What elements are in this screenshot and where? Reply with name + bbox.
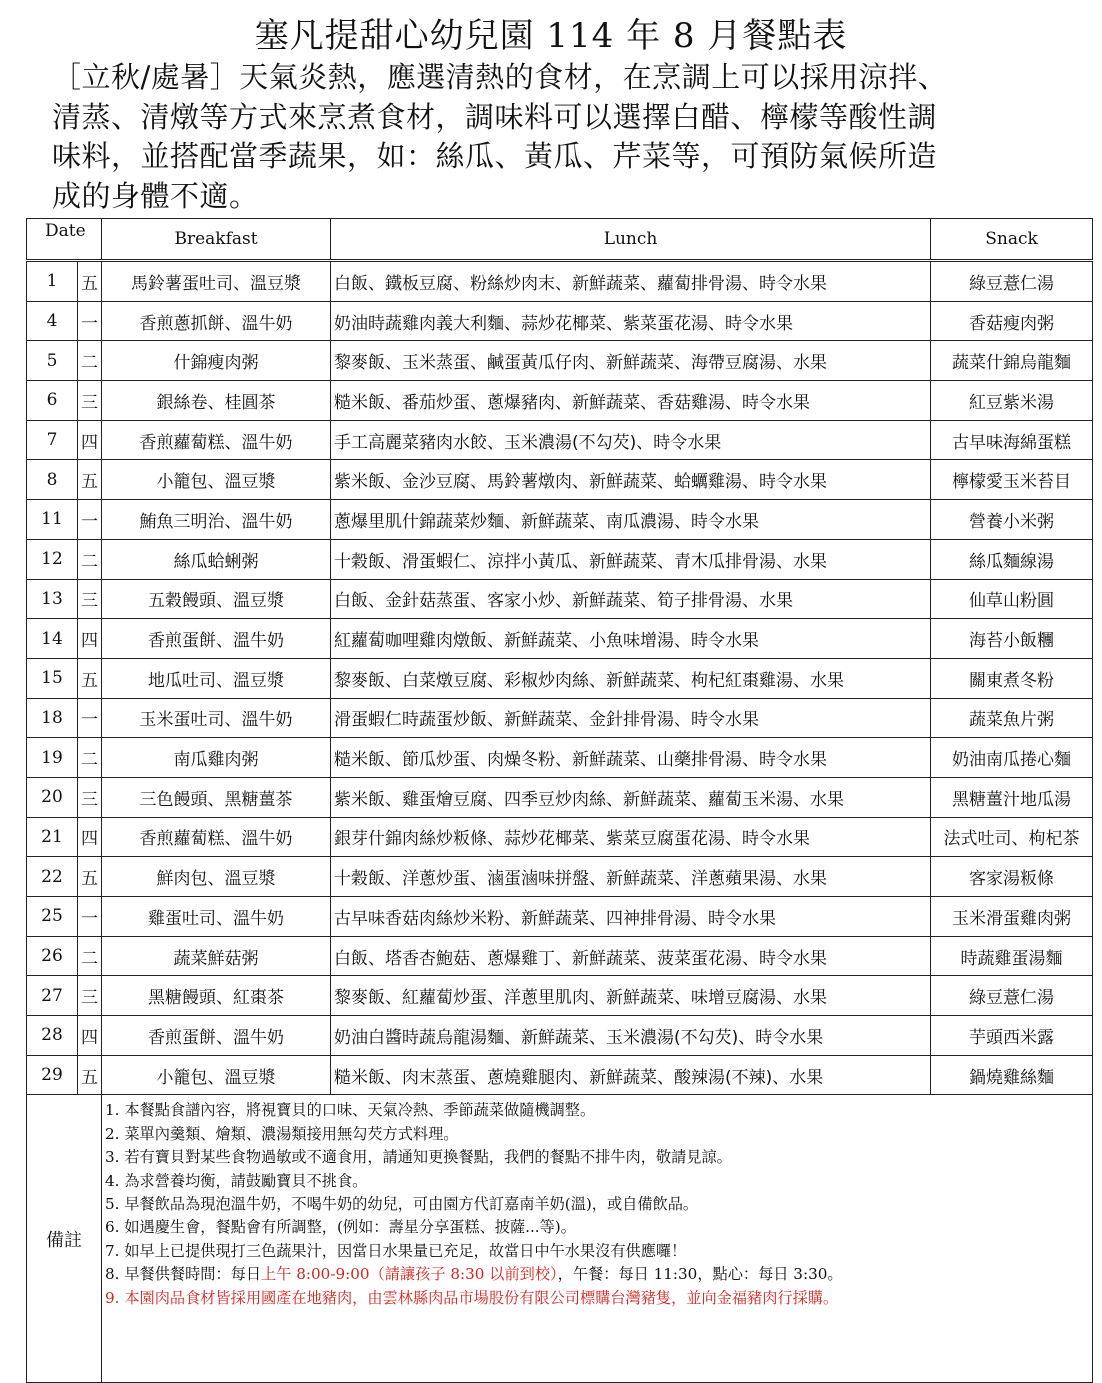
weekday-cell: 五: [78, 1055, 102, 1095]
weekday-cell: 二: [78, 936, 102, 976]
lunch-cell: 黎麥飯、紅蘿蔔炒蛋、洋蔥里肌肉、新鮮蔬菜、味增豆腐湯、水果: [331, 976, 931, 1016]
weekday-cell: 一: [78, 698, 102, 738]
lunch-cell: 銀芽什錦肉絲炒粄條、蒜炒花椰菜、紫菜豆腐蛋花湯、時令水果: [331, 817, 931, 857]
breakfast-cell: 香煎蛋餅、溫牛奶: [102, 619, 331, 659]
note-7: 7. 如早上已提供現打三色蔬果汁，因當日水果量已充足，故當日中午水果沒有供應囉！: [105, 1241, 687, 1260]
lunch-cell: 紅蘿蔔咖哩雞肉燉飯、新鮮蔬菜、小魚味增湯、時令水果: [331, 619, 931, 659]
date-cell: 27: [27, 976, 78, 1016]
note-8-suffix: ，午餐：每日 11:30，點心：每日 3:30。: [557, 1265, 843, 1284]
snack-cell: 紅豆紫米湯: [931, 381, 1093, 421]
weekday-cell: 一: [78, 500, 102, 540]
snack-cell: 客家湯粄條: [931, 857, 1093, 897]
intro-line: 清蒸、清燉等方式來烹煮食材，調味料可以選擇白醋、檸檬等酸性調: [52, 99, 938, 134]
lunch-cell: 黎麥飯、玉米蒸蛋、鹹蛋黃瓜仔肉、新鮮蔬菜、海帶豆腐湯、水果: [331, 341, 931, 381]
weekday-cell: 四: [78, 817, 102, 857]
snack-cell: 玉米滑蛋雞肉粥: [931, 897, 1093, 937]
lunch-cell: 蔥爆里肌什錦蔬菜炒麵、新鮮蔬菜、南瓜濃湯、時令水果: [331, 500, 931, 540]
header-lunch: Lunch: [331, 219, 931, 261]
table-row: [27, 500, 1093, 540]
lunch-cell: 糙米飯、番茄炒蛋、蔥爆豬肉、新鮮蔬菜、香菇雞湯、時令水果: [331, 381, 931, 421]
lunch-cell: 白飯、塔香杏鮑菇、蔥爆雞丁、新鮮蔬菜、菠菜蛋花湯、時令水果: [331, 936, 931, 976]
breakfast-cell: 香煎蘿蔔糕、溫牛奶: [102, 817, 331, 857]
snack-cell: 綠豆薏仁湯: [931, 976, 1093, 1016]
lunch-cell: 十穀飯、滑蛋蝦仁、涼拌小黃瓜、新鮮蔬菜、青木瓜排骨湯、水果: [331, 539, 931, 579]
intro-line: 味料，並搭配當季蔬果，如：絲瓜、黃瓜、芹菜等，可預防氣候所造: [52, 139, 938, 173]
header-breakfast: Breakfast: [102, 219, 331, 261]
date-cell: 13: [27, 579, 78, 619]
weekday-cell: 三: [78, 777, 102, 817]
snack-cell: 古早味海綿蛋糕: [931, 420, 1093, 460]
date-cell: 26: [27, 936, 78, 976]
snack-cell: 黑糖薑汁地瓜湯: [931, 777, 1093, 817]
table-row: [27, 976, 1093, 1016]
lunch-cell: 糙米飯、肉末蒸蛋、蔥燒雞腿肉、新鮮蔬菜、酸辣湯(不辣)、水果: [331, 1055, 931, 1095]
snack-cell: 奶油南瓜捲心麵: [931, 738, 1093, 778]
snack-cell: 蔬菜什錦烏龍麵: [931, 341, 1093, 381]
weekday-cell: 二: [78, 738, 102, 778]
table-row: [27, 857, 1093, 897]
lunch-cell: 奶油白醬時蔬烏龍湯麵、新鮮蔬菜、玉米濃湯(不勾芡)、時令水果: [331, 1016, 931, 1056]
table-row: [27, 817, 1093, 857]
page-title: 塞凡提甜心幼兒園 114 年 8 月餐點表: [254, 16, 848, 56]
breakfast-cell: 三色饅頭、黑糖薑茶: [102, 777, 331, 817]
breakfast-cell: 香煎蛋餅、溫牛奶: [102, 1016, 331, 1056]
snack-cell: 綠豆薏仁湯: [931, 261, 1093, 302]
table-row: [27, 341, 1093, 381]
date-cell: 11: [27, 500, 78, 540]
breakfast-cell: 銀絲卷、桂圓茶: [102, 381, 331, 421]
date-cell: 20: [27, 777, 78, 817]
breakfast-cell: 小籠包、溫豆漿: [102, 460, 331, 500]
lunch-cell: 滑蛋蝦仁時蔬蛋炒飯、新鮮蔬菜、金針排骨湯、時令水果: [331, 698, 931, 738]
snack-cell: 香菇瘦肉粥: [931, 301, 1093, 341]
weekday-cell: 五: [78, 460, 102, 500]
weekday-cell: 三: [78, 381, 102, 421]
lunch-cell: 紫米飯、雞蛋燴豆腐、四季豆炒肉絲、新鮮蔬菜、蘿蔔玉米湯、水果: [331, 777, 931, 817]
snack-cell: 絲瓜麵線湯: [931, 539, 1093, 579]
weekday-cell: 四: [78, 420, 102, 460]
table-row: [27, 777, 1093, 817]
breakfast-cell: 地瓜吐司、溫豆漿: [102, 658, 331, 698]
breakfast-cell: 什錦瘦肉粥: [102, 341, 331, 381]
date-cell: 1: [27, 261, 78, 302]
breakfast-cell: 黑糖饅頭、紅棗茶: [102, 976, 331, 1016]
intro-line: ［立秋/處暑］天氣炎熱，應選清熱的食材，在烹調上可以採用涼拌、: [52, 60, 948, 94]
weekday-cell: 二: [78, 341, 102, 381]
snack-cell: 法式吐司、枸杞茶: [931, 817, 1093, 857]
lunch-cell: 古早味香菇肉絲炒米粉、新鮮蔬菜、四神排骨湯、時令水果: [331, 897, 931, 937]
date-cell: 21: [27, 817, 78, 857]
snack-cell: 鍋燒雞絲麵: [931, 1055, 1093, 1095]
date-cell: 25: [27, 897, 78, 937]
weekday-cell: 五: [78, 261, 102, 302]
date-cell: 19: [27, 738, 78, 778]
note-6: 6. 如遇慶生會，餐點會有所調整，(例如：壽星分享蛋糕、披薩...等)。: [105, 1218, 576, 1237]
header-snack: Snack: [931, 219, 1093, 261]
snack-cell: 檸檬愛玉米苔目: [931, 460, 1093, 500]
notes-cell: [102, 1095, 1093, 1383]
weekday-cell: 四: [78, 1016, 102, 1056]
lunch-cell: 糙米飯、節瓜炒蛋、肉燥冬粉、新鮮蔬菜、山藥排骨湯、時令水果: [331, 738, 931, 778]
table-row: [27, 1016, 1093, 1056]
snack-cell: 仙草山粉圓: [931, 579, 1093, 619]
intro-line: 成的身體不適。: [52, 178, 259, 213]
table-row: [27, 658, 1093, 698]
lunch-cell: 手工高麗菜豬肉水餃、玉米濃湯(不勾芡)、時令水果: [331, 420, 931, 460]
weekday-cell: 五: [78, 658, 102, 698]
breakfast-cell: 雞蛋吐司、溫牛奶: [102, 897, 331, 937]
breakfast-cell: 南瓜雞肉粥: [102, 738, 331, 778]
snack-cell: 營養小米粥: [931, 500, 1093, 540]
snack-cell: 蔬菜魚片粥: [931, 698, 1093, 738]
breakfast-cell: 小籠包、溫豆漿: [102, 1055, 331, 1095]
date-cell: 8: [27, 460, 78, 500]
breakfast-cell: 香煎蔥抓餅、溫牛奶: [102, 301, 331, 341]
breakfast-cell: 蔬菜鮮菇粥: [102, 936, 331, 976]
date-cell: 14: [27, 619, 78, 659]
table-row: [27, 698, 1093, 738]
date-cell: 5: [27, 341, 78, 381]
intro-paragraph: [52, 58, 1072, 216]
weekday-cell: 一: [78, 301, 102, 341]
weekday-cell: 五: [78, 857, 102, 897]
weekday-cell: 一: [78, 897, 102, 937]
breakfast-cell: 香煎蘿蔔糕、溫牛奶: [102, 420, 331, 460]
date-cell: 28: [27, 1016, 78, 1056]
lunch-cell: 十穀飯、洋蔥炒蛋、滷蛋滷味拼盤、新鮮蔬菜、洋蔥蘋果湯、水果: [331, 857, 931, 897]
breakfast-cell: 鮪魚三明治、溫牛奶: [102, 500, 331, 540]
lunch-cell: 奶油時蔬雞肉義大利麵、蒜炒花椰菜、紫菜蛋花湯、時令水果: [331, 301, 931, 341]
snack-cell: 芋頭西米露: [931, 1016, 1093, 1056]
lunch-cell: 紫米飯、金沙豆腐、馬鈴薯燉肉、新鮮蔬菜、蛤蠣雞湯、時令水果: [331, 460, 931, 500]
date-cell: 6: [27, 381, 78, 421]
date-cell: 29: [27, 1055, 78, 1095]
note-8-prefix: 8. 早餐供餐時間：每日: [105, 1265, 262, 1284]
table-header-row: [27, 219, 1093, 261]
notes-label: 備註: [27, 1095, 102, 1383]
breakfast-cell: 絲瓜蛤蜊粥: [102, 539, 331, 579]
date-cell: 18: [27, 698, 78, 738]
menu-table: [26, 218, 1093, 1383]
table-row: [27, 579, 1093, 619]
table-row: [27, 381, 1093, 421]
table-row: [27, 420, 1093, 460]
note-2: 2. 菜單內羹類、燴類、濃湯類接用無勾芡方式料理。: [105, 1124, 459, 1143]
table-row: [27, 936, 1093, 976]
snack-cell: 關東煮冬粉: [931, 658, 1093, 698]
notes-row: [27, 1095, 1093, 1383]
note-1: 1. 本餐點食譜內容，將視寶貝的口味、天氣冷熱、季節蔬菜做隨機調整。: [105, 1101, 596, 1120]
breakfast-cell: 鮮肉包、溫豆漿: [102, 857, 331, 897]
table-row: [27, 738, 1093, 778]
table-row: [27, 460, 1093, 500]
table-row: [27, 301, 1093, 341]
weekday-cell: 三: [78, 976, 102, 1016]
header-date: Date: [27, 219, 102, 261]
weekday-cell: 三: [78, 579, 102, 619]
date-cell: 12: [27, 539, 78, 579]
note-8-highlight: 上午 8:00-9:00（請讓孩子 8:30 以前到校）: [261, 1265, 558, 1284]
lunch-cell: 黎麥飯、白菜燉豆腐、彩椒炒肉絲、新鮮蔬菜、枸杞紅棗雞湯、水果: [331, 658, 931, 698]
note-9: 9. 本園肉品食材皆採用國產在地豬肉，由雲林縣肉品市場股份有限公司標購台灣豬隻，並向金福豬肉行採購。: [105, 1288, 839, 1307]
breakfast-cell: 馬鈴薯蛋吐司、溫豆漿: [102, 261, 331, 302]
breakfast-cell: 五穀饅頭、溫豆漿: [102, 579, 331, 619]
snack-cell: 時蔬雞蛋湯麵: [931, 936, 1093, 976]
lunch-cell: 白飯、鐵板豆腐、粉絲炒肉末、新鮮蔬菜、蘿蔔排骨湯、時令水果: [331, 261, 931, 302]
date-cell: 15: [27, 658, 78, 698]
table-row: [27, 897, 1093, 937]
weekday-cell: 四: [78, 619, 102, 659]
weekday-cell: 二: [78, 539, 102, 579]
date-cell: 4: [27, 301, 78, 341]
note-8: [105, 1263, 1092, 1286]
breakfast-cell: 玉米蛋吐司、溫牛奶: [102, 698, 331, 738]
table-row: [27, 539, 1093, 579]
table-row: [27, 261, 1093, 302]
note-4: 4. 為求營養均衡，請鼓勵寶貝不挑食。: [105, 1171, 368, 1190]
note-5: 5. 早餐飲品為現泡溫牛奶，不喝牛奶的幼兒，可由園方代訂嘉南羊奶(溫)，或自備飲品。: [105, 1195, 699, 1214]
table-row: [27, 1055, 1093, 1095]
table-row: [27, 619, 1093, 659]
date-cell: 22: [27, 857, 78, 897]
date-cell: 7: [27, 420, 78, 460]
lunch-cell: 白飯、金針菇蒸蛋、客家小炒、新鮮蔬菜、筍子排骨湯、水果: [331, 579, 931, 619]
snack-cell: 海苔小飯糰: [931, 619, 1093, 659]
note-3: 3. 若有寶貝對某些食物過敏或不適食用，請通知更換餐點，我們的餐點不排牛肉，敬請見諒。: [105, 1148, 732, 1167]
